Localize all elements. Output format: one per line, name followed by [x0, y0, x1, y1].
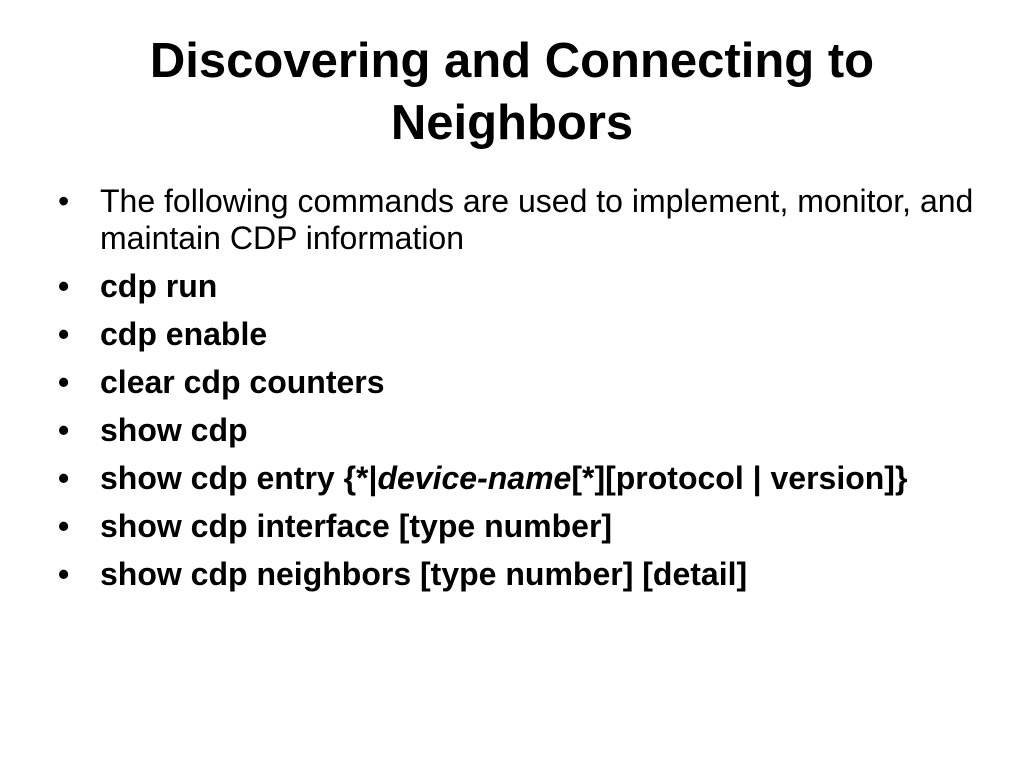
- bullet-cmd-show-cdp: [58, 412, 978, 449]
- bullet-glyph: •: [58, 556, 70, 592]
- bullet-text-italic: device-name: [377, 460, 572, 496]
- bullet-text-suffix: [*][protocol | version]}: [571, 460, 908, 496]
- bullet-text: show cdp interface [type number]: [100, 508, 613, 544]
- title-line-1: Discovering and Connecting to: [149, 34, 875, 88]
- bullet-cmd-cdp-enable: [58, 316, 978, 353]
- bullet-cmd-show-cdp-interface: [58, 508, 978, 545]
- bullet-cmd-cdp-run: [58, 268, 978, 305]
- bullet-text: show cdp neighbors [type number] [detail]: [100, 556, 748, 592]
- bullet-cmd-clear-cdp-counters: [58, 364, 978, 401]
- bullet-text-prefix: show cdp entry {*|: [100, 460, 378, 496]
- bullet-text: cdp enable: [100, 316, 268, 352]
- bullet-list: [58, 183, 978, 604]
- bullet-glyph: •: [58, 460, 70, 496]
- bullet-text: show cdp: [100, 412, 248, 448]
- bullet-text: cdp run: [100, 268, 218, 304]
- title-line-2: Neighbors: [390, 96, 634, 150]
- bullet-cmd-show-cdp-entry: [58, 460, 978, 497]
- bullet-text: clear cdp counters: [100, 364, 385, 400]
- bullet-glyph: •: [58, 364, 70, 400]
- bullet-intro: [58, 183, 978, 257]
- bullet-glyph: •: [58, 412, 70, 448]
- slide-title: [40, 30, 984, 154]
- bullet-glyph: •: [58, 183, 70, 219]
- bullet-text: The following commands are used to implement, monitor, and maintain CDP information: [100, 183, 974, 256]
- bullet-glyph: •: [58, 316, 70, 352]
- bullet-glyph: •: [58, 508, 70, 544]
- bullet-glyph: •: [58, 268, 70, 304]
- bullet-cmd-show-cdp-neighbors: [58, 556, 978, 593]
